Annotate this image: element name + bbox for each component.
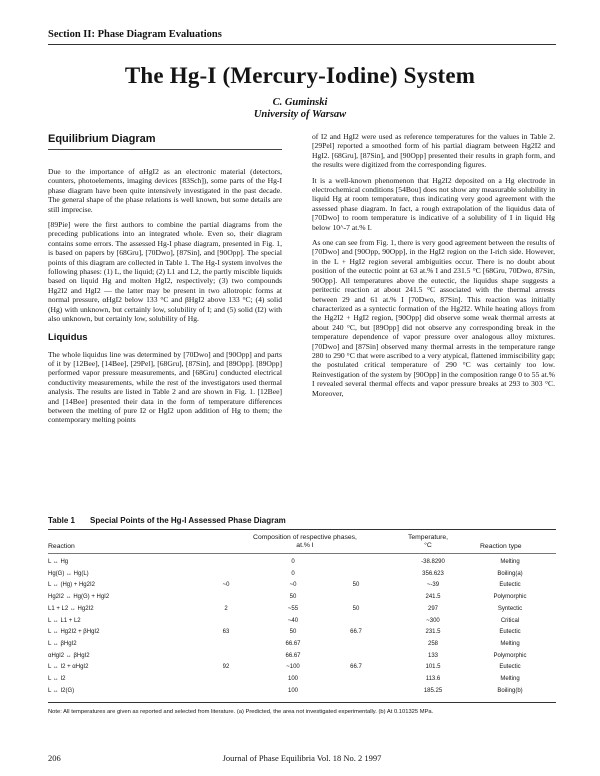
composition-cell: 100	[287, 676, 298, 682]
subsection-heading: Liquidus	[48, 331, 88, 343]
composition-cell: 50	[352, 582, 360, 589]
table-row	[48, 580, 556, 590]
table-row	[48, 557, 556, 567]
reaction-cell: L ↔ I2 + αHgI2	[48, 664, 89, 671]
temperature-cell: 258	[427, 640, 438, 647]
author-affiliation: University of Warsaw	[253, 109, 347, 120]
composition-cell: 92	[222, 664, 230, 671]
composition-header: Composition of respective phases,	[253, 534, 357, 541]
reaction-type-cell: Melting	[500, 559, 520, 565]
composition-cell: ~40	[287, 617, 299, 624]
reaction-cell: αHgI2 ↔ βHgI2	[48, 652, 90, 659]
paragraph: Due to the importance of αHgI2 as an electronic material (detectors, counters, photoelements, imaging devices [83Sch]), some parts of the Hg-I phase diagram have been quite intensively investigated in the past decade. The general shape of the phase relations is well known, but some details are still imprecise.	[48, 167, 282, 214]
composition-unit: at.% I	[296, 542, 314, 549]
reaction-type-cell: Boiling(a)	[497, 570, 523, 577]
page-number: 206	[48, 753, 61, 763]
composition-cell: ~100	[286, 664, 300, 671]
reaction-type-cell: Melting	[500, 640, 520, 647]
composition-cell: 2	[224, 605, 228, 612]
temperature-unit: °C	[424, 542, 432, 549]
temperature-cell: ~-39	[426, 582, 440, 589]
table-row	[48, 662, 556, 672]
table-row	[48, 569, 556, 579]
reaction-cell: L ↔ (Hg) + Hg2I2	[48, 582, 95, 589]
composition-cell: 0	[291, 559, 295, 565]
temperature-cell: 241.5	[425, 594, 441, 601]
temperature-cell: -38.8290	[421, 559, 445, 565]
reaction-type-cell: Eutectic	[499, 582, 521, 589]
right-column	[312, 132, 555, 404]
paragraph: [89Pie] were the first authors to combine the partial diagrams from the preceding publications into an integrated whole. Even so, their diagram contains some errors. The assessed Hg-I phase diagram, presented in Fig. 1, is based on papers by [68Gru], [70Dwo], [87Sin], and [90Opp]. The special points of this diagram are collected in Table 1. The Hg-I system involves the following phases: (1) L, the liquid; (2) L1 and L2, the partly miscible liquids based on liquid Hg and molten HgI2, respectively; (3) two compounds Hg2I2 and HgI2 — the latter may be present in two allotropic forms at normal pressure, αHgI2 below 133 °C and βHgI2 above 133 °C; (4) solid (Hg) with unknown, but certainly low, solubility of I; and (5) solid (I2) with also unknown, but certainly low, solubility of Hg.	[48, 220, 282, 324]
table-header-reaction: Reaction	[48, 543, 75, 550]
temperature-cell: 297	[427, 605, 438, 612]
reaction-cell: L ↔ βHgI2	[48, 640, 77, 647]
reaction-type-cell: Boiling(b)	[497, 687, 523, 694]
section-header: Section II: Phase Diagram Evaluations	[48, 29, 222, 40]
table-header-composition	[230, 534, 380, 550]
header-rule	[48, 44, 556, 45]
temperature-header: Temperature,	[407, 534, 449, 541]
paragraph: It is a well-known phenomenon that Hg2I2 deposited on a Hg electrode in electrochemical conditions [54Bou] does not show any measurable solubility in liquid Hg at room temperature, thus indicating very good agreement with the assessed phase diagram. In fact, a rough extrapolation of the liquidus data of [70Dwo] to room temperature is indicative of a solubility of I in liquid Hg below 10^-7 at.% I.	[312, 175, 555, 232]
composition-cell: ~0	[289, 582, 297, 589]
reaction-cell: L1 + L2 ↔ Hg2I2	[48, 605, 94, 612]
reaction-type-cell: Polymorphic	[493, 594, 527, 601]
table-row	[48, 639, 556, 649]
table-caption	[48, 516, 286, 525]
table-row	[48, 651, 556, 661]
composition-cell: 50	[352, 605, 360, 612]
temperature-cell: 185.25	[423, 687, 443, 694]
author-name: C. Guminski	[272, 97, 328, 108]
reaction-type-cell: Eutectic	[499, 629, 521, 636]
reaction-cell: L ↔ Hg2I2 + βHgI2	[48, 629, 100, 636]
composition-cell: 50	[289, 594, 297, 601]
table-header-type: Reaction type	[480, 543, 522, 550]
reaction-cell: L ↔ L1 + L2	[48, 617, 81, 624]
table-row	[48, 674, 556, 684]
article-title: The Hg-I (Mercury-Iodine) System	[124, 63, 476, 88]
table-number: Table 1	[48, 516, 75, 525]
composition-cell: 66.7	[350, 629, 362, 636]
composition-cell: ~55	[287, 605, 299, 612]
paragraph: The whole liquidus line was determined by [70Dwo] and [90Opp] and parts of it by [12Bee], [14Bee], [29Pel], [68Gru], [87Sin], and [89Opp]. [89Opp] performed vapor pressure measurements, and [68Gru] conducted electrical conductivity measurements, while the rest of the investigators used thermal analysis. The results are listed in Table 2 and are shown in Fig. 1. [12Bee] and [14Bee] presented their data in the form of temperature differences between the melting of pure I2 or HgI2 upon addition of Hg to them; the contemporary melting points	[48, 349, 282, 425]
composition-cell: 66.67	[285, 640, 301, 647]
composition-cell: ~0	[222, 582, 230, 589]
reaction-type-cell: Critical	[500, 617, 520, 624]
section-heading-rule	[48, 149, 282, 150]
table-header-rule	[48, 553, 556, 554]
composition-cell: 63	[222, 629, 230, 636]
reaction-type-cell: Syntectic	[497, 605, 523, 612]
table-row	[48, 686, 556, 696]
reaction-type-cell: Polymorphic	[493, 652, 527, 659]
table-row	[48, 604, 556, 614]
section-heading: Equilibrium Diagram	[48, 133, 156, 145]
temperature-cell: 356.623	[422, 570, 444, 577]
temperature-cell: 101.5	[425, 664, 441, 671]
table-bottom-rule	[48, 702, 556, 703]
composition-cell: 50	[289, 629, 297, 636]
table-title: Special Points of the Hg-I Assessed Phase Diagram	[90, 516, 286, 525]
composition-cell: 100	[287, 687, 298, 694]
temperature-cell: 231.5	[425, 629, 441, 636]
reaction-cell: L ↔ I2	[48, 676, 66, 682]
reaction-cell: L ↔ I2(G)	[48, 687, 75, 694]
composition-cell: 66.7	[350, 664, 362, 671]
table-header-temperature	[398, 534, 458, 550]
table-row	[48, 592, 556, 602]
temperature-cell: ~300	[426, 617, 440, 624]
table-row	[48, 616, 556, 626]
temperature-cell: 113.6	[425, 676, 441, 682]
journal-citation: Journal of Phase Equilibria Vol. 18 No. 2 1997	[222, 753, 382, 763]
table-note: Note: All temperatures are given as reported and selected from literature. (a) Predicted, the area not investigated experimentally. (b) At 0.101325 MPa.	[48, 709, 434, 715]
composition-cell: 0	[291, 570, 295, 577]
left-column	[48, 133, 282, 431]
table-top-rule	[48, 529, 556, 530]
table-row	[48, 627, 556, 637]
reaction-type-cell: Eutectic	[499, 664, 521, 671]
reaction-cell: Hg2I2 ↔ Hg(G) + HgI2	[48, 594, 110, 601]
reaction-type-cell: Melting	[500, 676, 520, 682]
composition-cell: 66.67	[285, 652, 301, 659]
paragraph: of I2 and HgI2 were used as reference temperatures for the values in Table 2. [29Pel] reported a smoothed form of his partial diagram between Hg2I2 and HgI2. [68Gru], [87Sin], and [90Opp] presented their results in graph form, and the results were digitized from the corresponding figures.	[312, 132, 555, 170]
paragraph: As one can see from Fig. 1, there is very good agreement between the results of [70Dwo] and [90Opp, 90Opp], in the HgI2 region on the I-rich side. However, in the L + HgI2 region several ambiguities occur. There is no doubt about position of the eutectic point at 63 at.% I and 231.5 °C [68Gru, 70Dwo, 87Sin, 90Opp]. All temperatures above the eutectic, the liquidus shape suggests a peritectic reaction at about 241.5 °C associated with the thermal arrests between 29 and 61 at.% I [70Dwo, 87Sin]. This reaction was initially characterized as a syntectic formation of the Hg2I2. While heating alloys from the Hg2I2 + HgI2 region, [90Opp] did observe some weak thermal arrests at about 240 °C, but [89Opp] did not observe any corresponding break in the temperature dependence of vapor pressure over analogous alloy mixtures. [70Dwo] and [87Sin] observed many thermal arrests in the temperature range 280 to 290 °C that were ascribed to a very atypical, flattened immiscibility gap; the postulated critical temperature of 290 °C was certainly too low. Reinvestigation of the system by [90Opp] in the composition range 0 to 55 at.% I revealed several thermal effects and vapor pressure breaks at 293 to 303 °C. Moreover,	[312, 238, 555, 398]
reaction-cell: L ↔ Hg	[48, 559, 69, 565]
temperature-cell: 133	[427, 652, 438, 659]
reaction-cell: Hg(G) ↔ Hg(L)	[48, 570, 89, 577]
